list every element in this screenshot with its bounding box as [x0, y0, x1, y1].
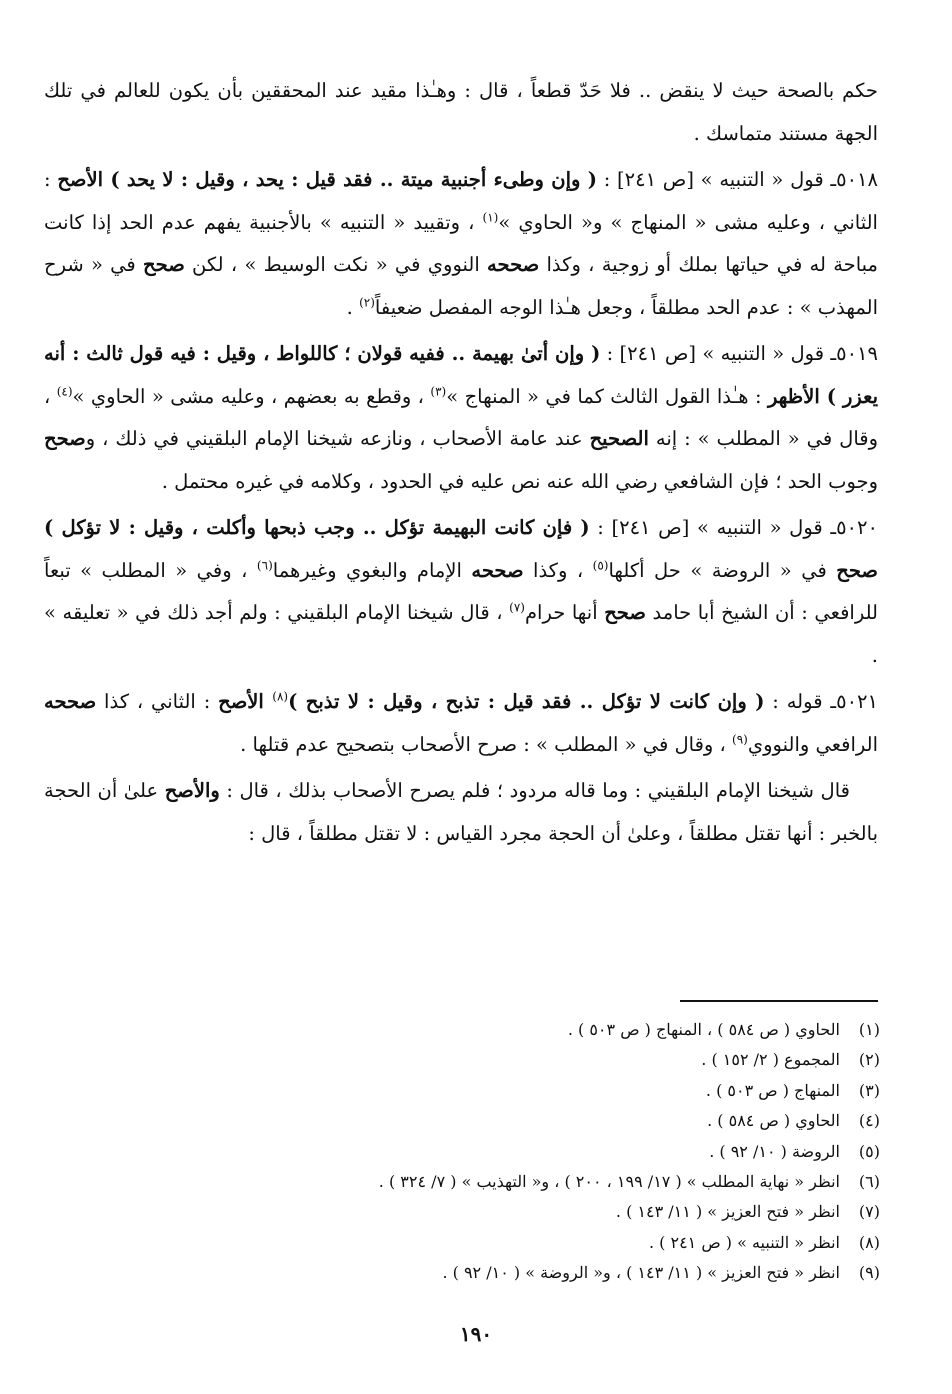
paragraph-text: . — [346, 295, 360, 319]
emphasis-text: والأصح — [164, 779, 220, 802]
footnote-item — [260, 1106, 880, 1136]
footnote-text: المنهاج ( ص ٥٠٣ ) . — [705, 1080, 840, 1100]
emphasis-text: صححه — [487, 253, 540, 276]
footnote-ref[interactable]: (٣) — [430, 384, 447, 398]
paragraph-text: : الثاني ، كذا — [96, 690, 219, 713]
page-body — [44, 70, 878, 855]
footnote-text: الروضة ( ١٠/ ٩٢ ) . — [709, 1141, 840, 1161]
paragraph-text: ، وقال في « المطلب » : إنه — [44, 384, 878, 450]
footnotes — [260, 1015, 880, 1289]
footnote-ref[interactable]: (٧) — [509, 600, 525, 615]
footnote-ref[interactable]: (٢) — [359, 295, 375, 309]
paragraph-text: ، وفي « المطلب » تبعاً للرافعي : أن الشيخ أبا حامد — [44, 558, 878, 624]
footnote-text: الحاوي ( ص ٥٨٤ ) ، المنهاج ( ص ٥٠٣ ) . — [567, 1020, 840, 1039]
footnote-ref[interactable]: (٨) — [272, 689, 289, 704]
paragraph-5021 — [44, 681, 878, 766]
emphasis-text: صحح — [604, 601, 646, 624]
paragraph-text: ، وقال في « المطلب » : صرح الأصحاب بتصحيح عدم قتلها . — [240, 732, 733, 756]
footnote-item — [260, 1045, 880, 1075]
paragraph-text: النووي في « نكت الوسيط » ، لكن — [184, 253, 488, 276]
paragraph-text: ، قال شيخنا الإمام البلقيني : ولم أجد ذلك في « تعليقه » . — [44, 601, 878, 667]
emphasis-text: صحح — [44, 427, 86, 450]
paragraph-text: ، وكذا — [523, 558, 593, 582]
paragraph-text: حكم بالصحة حيث لا ينقض .. فلا حَدّ قطعاً ، قال : وهـٰذا مقيد عند المحققين بأن يكون للعالم في تلك الجهة مستند متماسك . — [44, 79, 878, 145]
paragraph-text: ، وقطع به بعضهم ، وعليه مشى « الحاوي » — [72, 384, 431, 408]
footnote-number: (٤) — [858, 1111, 880, 1131]
footnote-number: (٣) — [858, 1080, 880, 1100]
footnote-item — [260, 1228, 880, 1258]
paragraph-text: : الثاني ، وعليه مشى « المنهاج » و« الحاوي » — [44, 168, 878, 234]
footnote-text: انظر « نهاية المطلب » ( ١٧/ ١٩٩ ، ٢٠٠ ) ، و« التهذيب » ( ٧/ ٣٢٤ ) . — [378, 1171, 840, 1191]
paragraph-text: علىٰ أن الحجة بالخبر : أنها تقتل مطلقاً ، وعلىٰ أن الحجة مجرد القياس : لا تقتل مطلقاً ، قال : — [44, 779, 878, 845]
footnote-divider — [680, 1000, 878, 1002]
page-number: ١٩٠ — [459, 1322, 493, 1346]
footnote-item — [260, 1197, 880, 1227]
emphasis-text: صححه — [44, 690, 97, 713]
paragraph-continuation — [44, 70, 878, 155]
footnote-number: (٦) — [858, 1171, 880, 1191]
paragraph-text: عند عامة الأصحاب ، ونازعه شيخنا الإمام البلقيني في ذلك ، و — [85, 427, 590, 450]
footnote-item — [260, 1258, 880, 1288]
footnote-text: انظر « فتح العزيز » ( ١١/ ١٤٣ ) ، و« الروضة » ( ١٠/ ٩٢ ) . — [442, 1263, 840, 1283]
paragraph-text: وجوب الحد ؛ فإن الشافعي رضي الله عنه نص عليه في الحدود ، وكلامه في غيره محتمل . — [161, 469, 878, 493]
paragraph-text: : هـٰذا القول الثالث كما في « المنهاج » — [446, 384, 768, 408]
footnote-ref[interactable]: (١) — [482, 210, 499, 224]
quoted-text: ( وإن وطىء أجنبية ميتة .. فقد قيل : يحد ، وقيل : لا يحد ) الأصح — [57, 168, 597, 191]
emphasis-text: صحح — [143, 253, 185, 276]
entry-heading: ٥٠١٩ـ قول « التنبيه » [ص ٢٤١] : — [600, 342, 878, 365]
emphasis-text: الصحيح — [589, 427, 649, 450]
footnote-ref[interactable]: (٩) — [732, 732, 748, 746]
footnote-number: (٥) — [858, 1141, 880, 1161]
paragraph-text: في « شرح المهذب » : عدم الحد مطلقاً ، وجعل هـٰذا الوجه المفصل ضعيفاً — [44, 253, 878, 319]
footnote-text: انظر « فتح العزيز » ( ١١/ ١٤٣ ) . — [615, 1202, 840, 1222]
entry-heading: ٥٠٢٠ـ قول « التنبيه » [ص ٢٤١] : — [589, 516, 878, 539]
footnote-text: انظر « التنبيه » ( ص ٢٤١ ) . — [648, 1232, 840, 1252]
emphasis-text: الأصح — [218, 690, 273, 713]
quoted-text: ( وإن أتىٰ بهيمة .. ففيه قولان ؛ كاللواط ، وقيل : فيه قول ثالث : أنه يعزر ) الأظهر — [44, 342, 878, 408]
footnote-number: (٩) — [858, 1263, 880, 1283]
paragraph-text: في « الروضة » حل أكلها — [608, 558, 837, 582]
footnote-number: (٨) — [858, 1232, 880, 1252]
footnote-ref[interactable]: (٥) — [592, 558, 609, 572]
footnote-number: (١) — [858, 1020, 880, 1039]
paragraph-text: الرافعي والنووي — [747, 732, 878, 756]
footnote-ref[interactable]: (٦) — [256, 558, 273, 572]
footnote-text: المجموع ( ٢/ ١٥٢ ) . — [701, 1050, 840, 1070]
footnote-ref[interactable]: (٤) — [56, 384, 73, 398]
paragraph-5020 — [44, 507, 878, 677]
paragraph-text: ، وتقييد « التنبيه » بالأجنبية يفهم عدم الحد إذا كانت مباحة له في حياتها بملك أو زوجية ، وكذا — [44, 210, 879, 276]
paragraph-5018 — [44, 159, 878, 329]
entry-heading: ٥٠١٨ـ قول « التنبيه » [ص ٢٤١] : — [596, 168, 878, 191]
emphasis-text: صححه — [471, 558, 524, 582]
footnote-item — [260, 1076, 880, 1106]
quoted-text: ( فإن كانت البهيمة تؤكل .. وجب ذبحها وأكلت ، وقيل : لا تؤكل ) صحح — [44, 516, 878, 582]
paragraph-text: الإمام والبغوي وغيرهما — [272, 558, 472, 582]
footnote-number: (٢) — [858, 1050, 880, 1070]
paragraph-text: أنها حرام — [524, 601, 605, 624]
footnote-number: (٧) — [858, 1202, 880, 1222]
paragraph-bulqini — [44, 770, 878, 855]
quoted-text: ( وإن كانت لا تؤكل .. فقد قيل : تذبح ، وقيل : لا تذبح ) — [288, 690, 765, 713]
footnote-item — [260, 1015, 880, 1045]
footnote-item — [260, 1167, 880, 1197]
paragraph-text: قال شيخنا الإمام البلقيني : وما قاله مردود ؛ فلم يصرح الأصحاب بذلك ، قال : — [219, 779, 850, 802]
footnote-text: الحاوي ( ص ٥٨٤ ) . — [707, 1111, 840, 1131]
entry-heading: ٥٠٢١ـ قوله : — [764, 690, 878, 713]
paragraph-5019 — [44, 333, 878, 503]
footnote-item — [260, 1137, 880, 1167]
